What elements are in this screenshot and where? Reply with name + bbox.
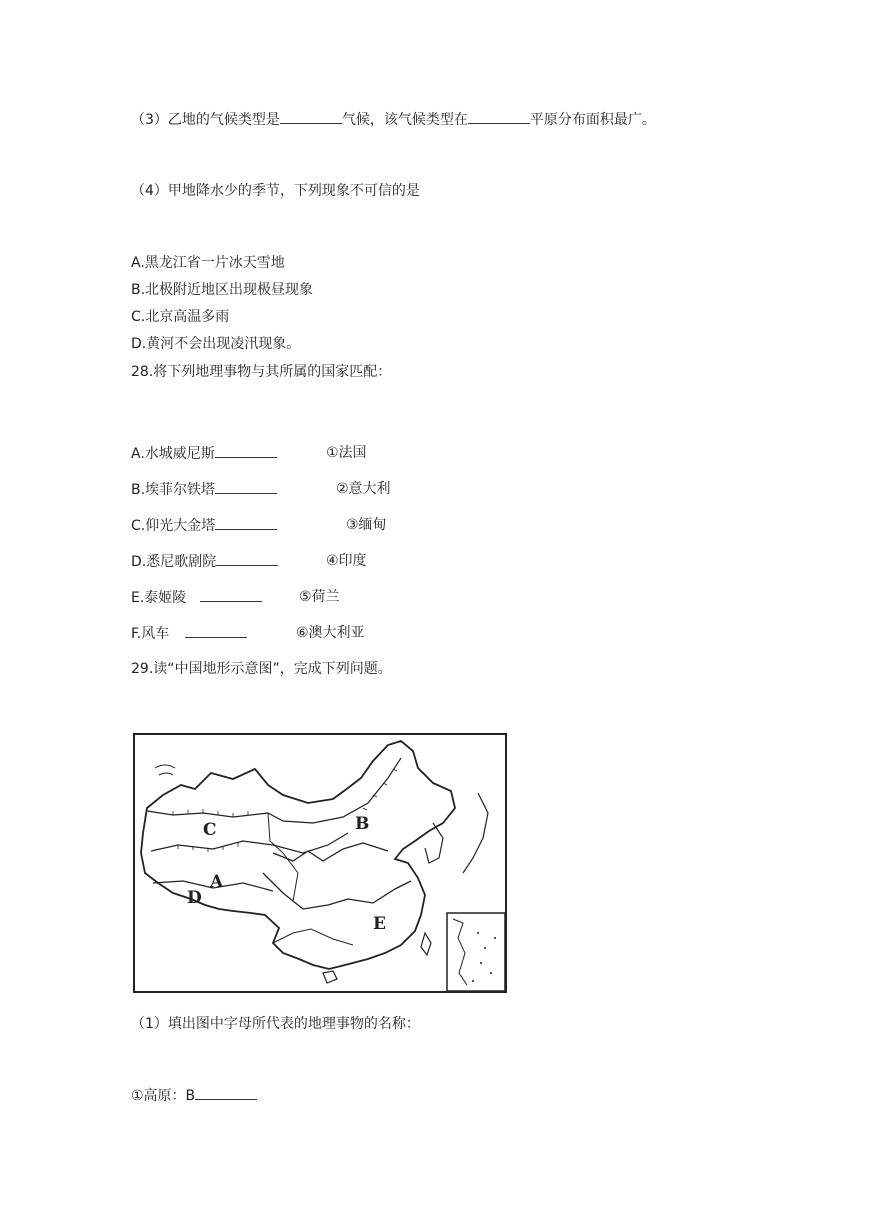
q27-option-c: C.北京高温多雨	[131, 309, 230, 325]
answer-blank[interactable]	[215, 480, 277, 494]
q28-country-6: ⑥澳大利亚	[296, 625, 365, 641]
q27-option-d: D.黄河不会出现凌汛现象。	[131, 336, 301, 352]
q28-item-d	[131, 552, 278, 571]
q29-answer1	[131, 1086, 257, 1105]
map-label-a: A	[210, 872, 224, 892]
answer-blank[interactable]	[215, 516, 277, 530]
map-label-d: D	[187, 888, 202, 908]
map-label-c: C	[203, 820, 217, 840]
q27-option-a: A.黑龙江省一片冰天雪地	[131, 255, 285, 271]
q28-item-b	[131, 480, 277, 499]
q28-country-2: ②意大利	[336, 481, 391, 497]
item-label: B.埃菲尔铁塔	[131, 482, 216, 498]
q28-item-c	[131, 516, 277, 535]
answer-blank[interactable]	[215, 444, 277, 458]
answer-blank[interactable]	[216, 552, 278, 566]
q28-title: 28.将下列地理事物与其所属的国家匹配：	[131, 364, 392, 380]
answer-blank[interactable]	[280, 110, 342, 124]
q28-country-4: ④印度	[326, 553, 367, 569]
q27-sub4: （4）甲地降水少的季节，下列现象不可信的是	[131, 183, 420, 199]
q28-country-1: ①法国	[326, 445, 367, 461]
south-china-sea-inset	[447, 913, 505, 991]
q28-item-a	[131, 444, 277, 463]
answer-blank[interactable]	[185, 624, 247, 638]
q28-country-3: ③缅甸	[346, 517, 387, 533]
q28-item-f	[131, 624, 247, 643]
q28-country-5: ⑤荷兰	[299, 589, 340, 605]
q28-item-e	[131, 588, 262, 607]
item-label: F.风车	[131, 626, 170, 642]
item-label: D.悉尼歌剧院	[131, 554, 217, 570]
answer-blank[interactable]	[195, 1086, 257, 1100]
china-terrain-map	[133, 733, 507, 993]
answer-blank[interactable]	[468, 110, 530, 124]
q27-sub3-prefix: （3）乙地的气候类型是	[131, 112, 280, 128]
item-label: C.仰光大金塔	[131, 518, 216, 534]
answer-blank[interactable]	[200, 588, 262, 602]
map-label-b: B	[355, 814, 370, 834]
answer1-prefix: ①高原：B	[131, 1088, 196, 1104]
item-label: A.水城威尼斯	[131, 446, 215, 462]
item-label: E.泰姬陵	[131, 590, 187, 606]
q27-sub3-suffix: 平原分布面积最广。	[529, 112, 656, 128]
q27-option-b: B.北极附近地区出现极昼现象	[131, 282, 314, 298]
q27-sub3	[131, 110, 656, 129]
q29-title: 29.读“中国地形示意图”，完成下列问题。	[131, 661, 392, 677]
q27-sub3-mid: 气候，该气候类型在	[341, 112, 468, 128]
map-label-e: E	[373, 914, 386, 934]
q29-sub1: （1）填出图中字母所代表的地理事物的名称：	[131, 1016, 420, 1032]
